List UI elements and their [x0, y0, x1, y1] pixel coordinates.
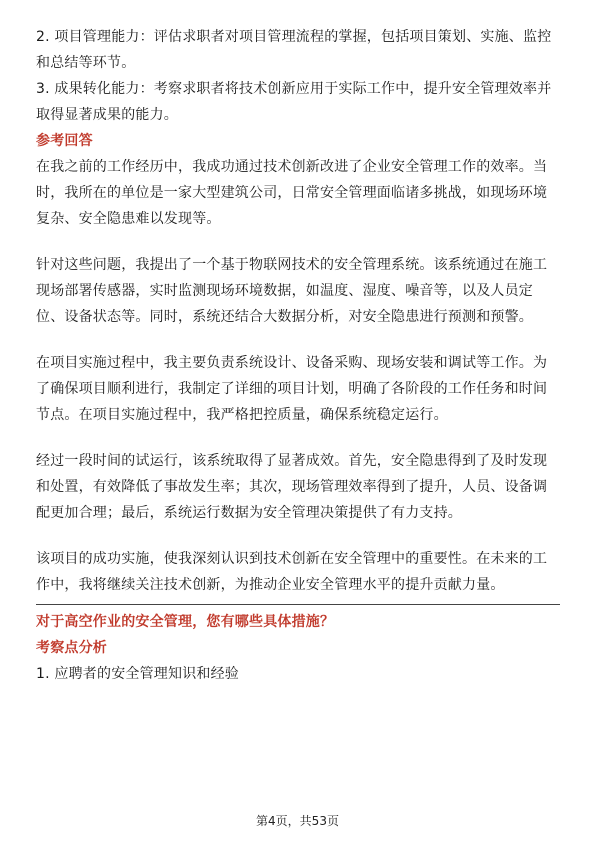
answer-paragraph [36, 350, 560, 428]
answer-paragraph [36, 448, 560, 526]
criteria-line: 3. 成果转化能力：考察求职者将技术创新应用于实际工作中，提升安全管理效率并 [36, 81, 552, 97]
answer-paragraph [36, 154, 560, 232]
paragraph-line: 节点。在项目实施过程中，我严格把控质量，确保系统稳定运行。 [36, 407, 448, 423]
page-number: 第4页，共53页 [256, 814, 339, 828]
paragraph-line: 配更加合理；最后，系统运行数据为安全管理决策提供了有力支持。 [36, 505, 462, 521]
analysis-heading: 考察点分析 [36, 640, 107, 656]
answer-heading: 参考回答 [36, 133, 93, 149]
answer-paragraph [36, 546, 560, 598]
paragraph-line: 复杂、安全隐患难以发现等。 [36, 211, 221, 227]
criteria-line: 2. 项目管理能力：评估求职者对项目管理流程的掌握，包括项目策划、实施、监控 [36, 29, 552, 45]
document-page [36, 24, 560, 687]
paragraph-line: 经过一段时间的试运行，该系统取得了显著成效。首先，安全隐患得到了及时发现 [36, 453, 548, 469]
paragraph-line: 时，我所在的单位是一家大型建筑公司，日常安全管理面临诸多挑战，如现场环境 [36, 185, 548, 201]
criteria-line: 取得显著成果的能力。 [36, 107, 178, 123]
paragraph-line: 位、设备状态等。同时，系统还结合大数据分析，对安全隐患进行预测和预警。 [36, 309, 533, 325]
analysis-line: 1. 应聘者的安全管理知识和经验 [36, 666, 240, 682]
criteria-line: 和总结等环节。 [36, 55, 136, 71]
paragraph-line: 在我之前的工作经历中，我成功通过技术创新改进了企业安全管理工作的效率。当 [36, 159, 548, 175]
paragraph-line: 了确保项目顺利进行，我制定了详细的项目计划，明确了各阶段的工作任务和时间 [36, 381, 548, 397]
paragraph-line: 针对这些问题，我提出了一个基于物联网技术的安全管理系统。该系统通过在施工 [36, 257, 548, 273]
criteria-list [36, 24, 560, 128]
question-heading: 对于高空作业的安全管理，您有哪些具体措施？ [36, 614, 335, 630]
paragraph-line: 现场部署传感器，实时监测现场环境数据，如温度、湿度、噪音等，以及人员定 [36, 283, 533, 299]
paragraph-line: 该项目的成功实施，使我深刻认识到技术创新在安全管理中的重要性。在未来的工 [36, 551, 548, 567]
paragraph-line: 作中，我将继续关注技术创新，为推动企业安全管理水平的提升贡献力量。 [36, 577, 505, 593]
paragraph-line: 在项目实施过程中，我主要负责系统设计、设备采购、现场安装和调试等工作。为 [36, 355, 548, 371]
section-divider [36, 604, 560, 605]
answer-paragraph [36, 252, 560, 330]
paragraph-line: 和处置，有效降低了事故发生率；其次，现场管理效率得到了提升，人员、设备调 [36, 479, 548, 495]
